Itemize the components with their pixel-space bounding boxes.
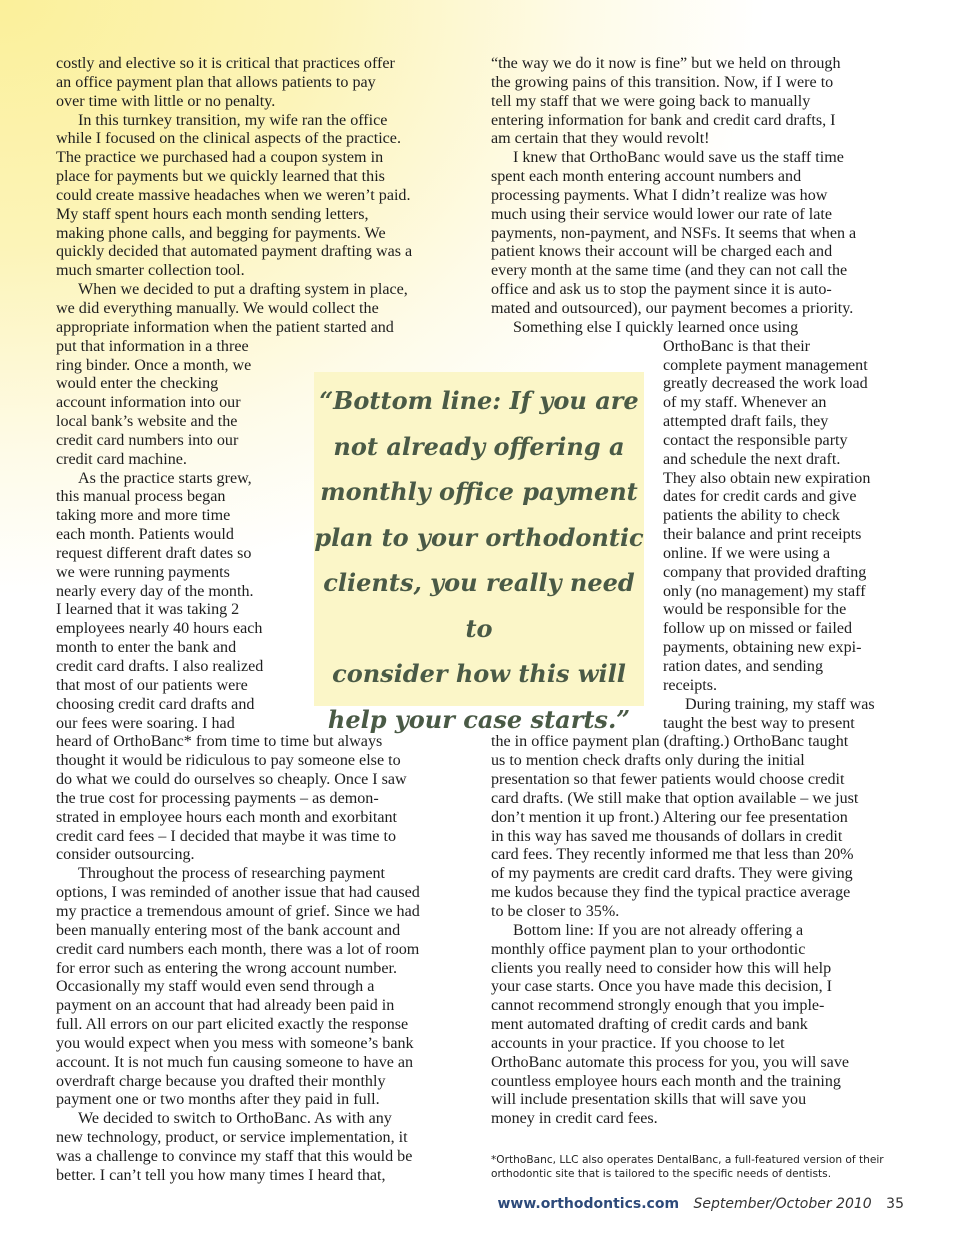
page-number: 35 [886,1196,904,1212]
issue-date: September/October 2010 [693,1196,872,1212]
paragraph: As the practice starts grew, this manual process began taking more and more time each month. Patients would request different draft dates so we were running payments nearly every day of the month. I learned that it was taking 2 employees nearly 40 hours each month to enter the bank and credit card drafts. I also realized that most of our patients were choosing credit card drafts and our fees were soaring. I had heard of OrthoBanc* from time to time but thought it would be ridiculous to pay someone else to do what we could do ourselves so cheaply. Once I saw the true cost for processing payments – as demon- strated in employee hours each month and exorbitant credit card fees – I decided that maybe it was time to consider outsourcing. [56,469,407,864]
paragraph: “the way we do it now is fine” but we held on through the growing pains of this transition. Now, if I were to tell my staff that we were going back to manually entering information for bank and credit card drafts, I am certain that they would revolt! [491,55,841,148]
pull-quote: “Bottom line: If you are not already offering a monthly office payment plan to your orthodontic clients, you really need to consider how this will help your case starts.” [314,372,644,706]
paragraph: costly and elective so it is critical that practices offer an office payment plan that allows patients to pay over time with little or no penalty. [56,55,395,110]
website-url: www.orthodontics.com [497,1196,680,1212]
page-footer [497,1196,904,1212]
paragraph-wrapped: During training, my staff was taught the best way to present [663,695,875,732]
paragraph: Something else I quickly learned once using [513,318,799,336]
paragraph: plan (drafting.) OrthoBanc taught us to mention check drafts only during the initial presentation so that fewer patients would choose credit card drafts. (We still make that option available – we just don’t mention it up front.) Altering our fee presentation in this way has saved me thousands of dollars in credit card fees. They recently informed me that less than 20% of my payments are credit card drafts. They were giving me kudos because they find the typical practice average to be closer to 35%. [491,733,859,920]
paragraph: We decided to switch to OrthoBanc. As with any new technology, product, or service implementation, it was a challenge to convince my staff that this would be better. I can’t tell you how many times I heard that, [56,1110,413,1184]
paragraph-wrapped: OrthoBanc is that their complete payment management greatly decreased the work load of my staff. Whenever an attempted draft fails, they contact the responsible party and schedule the next draft. They also obtain new expiration dates for credit cards and give patients the ability to check their balance and print receipts online. If we were using a company that provided drafting only (no management) my staff would be responsible for the follow up on missed or failed payments, obtaining new expi- ration dates, and sending receipts. [663,337,871,694]
footnote: *OrthoBanc, LLC also operates DentalBanc, a full-featured version of their orthodontic site that is tailored to the specific needs of dentists. [491,1154,884,1180]
paragraph: Bottom line: If you are not already offering a monthly office payment plan to your orthodontic clients you really need to consider how this will help your case starts. Once you have made this decision, I cannot recommend strongly enough that you imple- ment automated drafting of credit cards and bank accounts in your practice. If you choose to let OrthoBanc automate this process for you, you will save countless employee hours each month and the training will include presentation skills that will save you money in credit card fees. [491,921,850,1128]
paragraph: I knew that OrthoBanc would save us the staff time spent each month entering account numbers and processing payments. What I didn’t realize was how much using their service would lower our rate of late payments, non-payment, and NSFs. It seems that when a patient knows their account will be charged each and every month at the same time (and they can not call the office and ask us to stop the payment since it is auto- mated and outsourced), our payment becomes a priority. [491,149,857,317]
paragraph: In this turnkey transition, my wife ran the office while I focused on the clinical aspects of the practice. The practice we purchased had a coupon system in place for payments but we quickly learned that this could create massive headaches when we weren’t paid. My staff spent hours each month sending letters, making phone calls, and begging for payments. We quickly decided that automated payment drafting was a much smarter collection tool. [56,111,413,280]
paragraph: Throughout the process of researching payment options, I was reminded of another issue that had caused my practice a tremendous amount of grief. Since we had been manually entering most of the bank account and credit card numbers each month, there was a lot of room for error such as entering the wrong account number. Occasionally my staff would even send through a payment on an account that had already been paid in full. All errors on our part elicited exactly the response you would expect when you mess with someone’s bank account. It is not much fun causing someone to have an overdraft charge because you drafted their monthly payment one or two months after they paid in full. [56,865,420,1109]
paragraph: When we decided to put a drafting system in place, we did everything manually. We would collect the appropriate information when the patient started and put that information in a three ring binder. Once a month, we would enter the checking account information into our local bank’s website and the credit card numbers into our credit card machine. [56,281,408,468]
